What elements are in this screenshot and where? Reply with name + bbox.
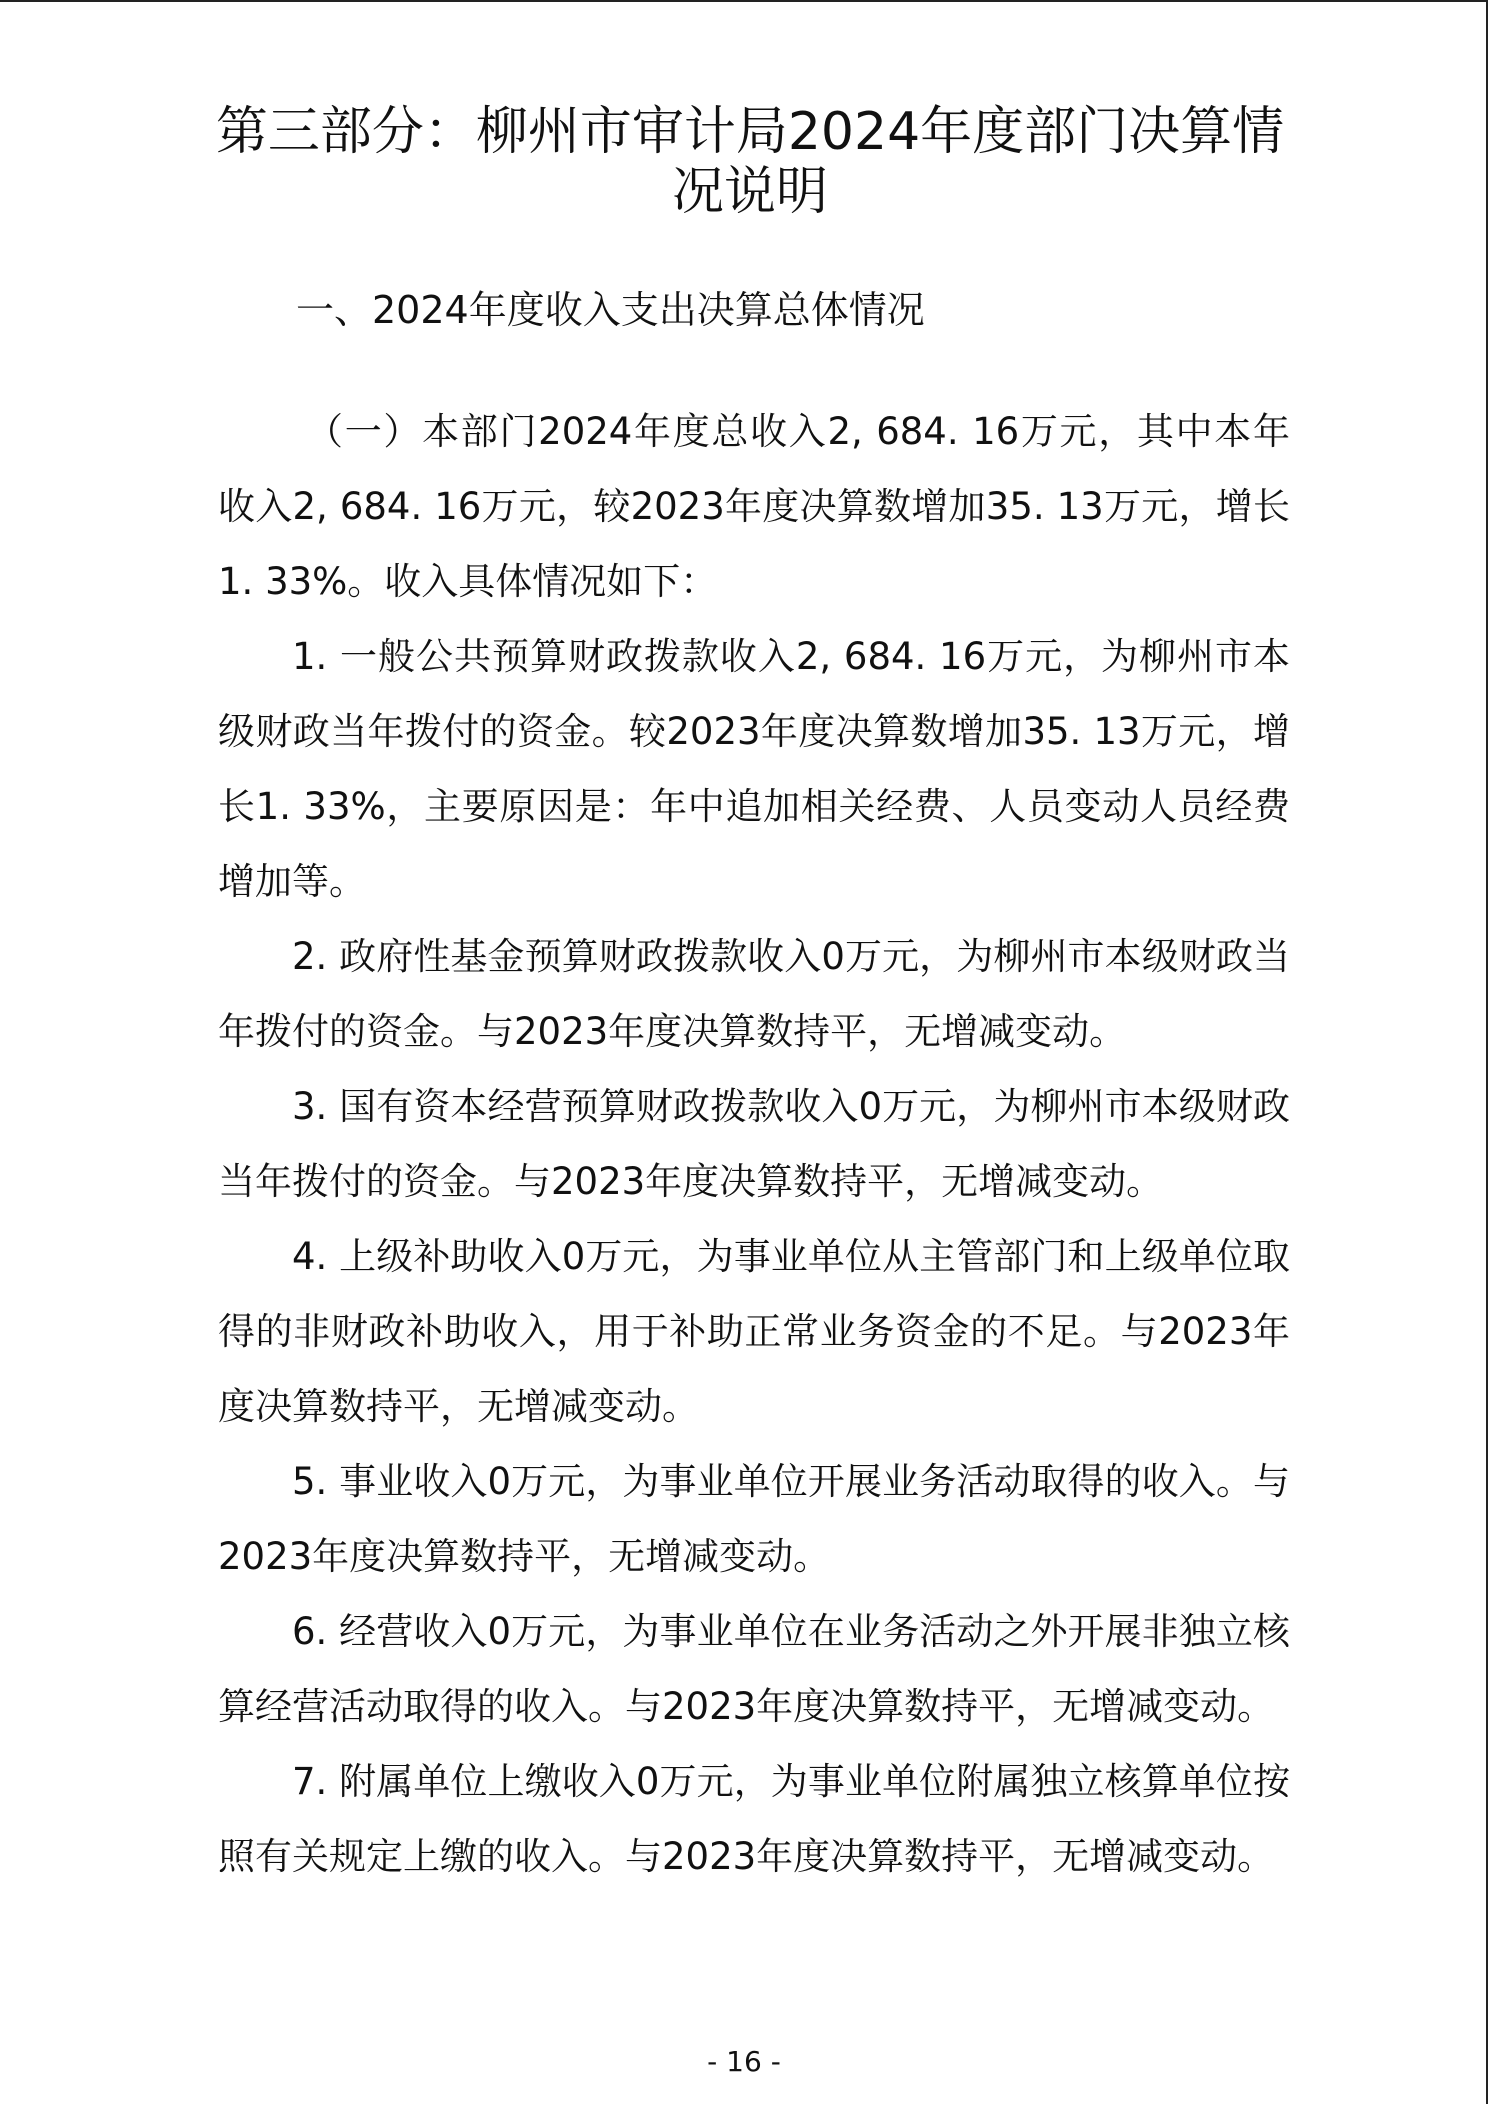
section-heading: 一、2024年度收入支出决算总体情况 [296,288,925,332]
paragraph-operating-income: 6. 经营收入0万元，为事业单位在业务活动之外开展非独立核算经营活动取得的收入。与2023年度决算数持平，无增减变动。 [218,1610,1290,1728]
paragraph-affiliated-income: 7. 附属单位上缴收入0万元，为事业单位附属独立核算单位按照有关规定上缴的收入。与2023年度决算数持平，无增减变动。 [218,1760,1290,1878]
page-title: 第三部分：柳州市审计局2024年度部门决算情况说明 [215,102,1285,222]
body-text [218,394,1290,1894]
paragraph-superior-subsidy: 4. 上级补助收入0万元，为事业单位从主管部门和上级单位取得的非财政补助收入，用于补助正常业务资金的不足。与2023年度决算数持平，无增减变动。 [218,1235,1290,1428]
paragraph-total-income: （一）本部门2024年度总收入2, 684. 16万元，其中本年收入2, 684. 16万元，较2023年度决算数增加35. 13万元，增长1. 33%。收入具体情况如下： [218,410,1290,603]
paragraph-state-capital: 3. 国有资本经营预算财政拨款收入0万元，为柳州市本级财政当年拨付的资金。与2023年度决算数持平，无增减变动。 [218,1085,1290,1203]
paragraph-government-fund: 2. 政府性基金预算财政拨款收入0万元，为柳州市本级财政当年拨付的资金。与2023年度决算数持平，无增减变动。 [218,935,1290,1053]
page-number: - 16 - [707,2045,781,2078]
paragraph-business-income: 5. 事业收入0万元，为事业单位开展业务活动取得的收入。与2023年度决算数持平，无增减变动。 [218,1460,1290,1578]
paragraph-general-budget: 1. 一般公共预算财政拨款收入2, 684. 16万元，为柳州市本级财政当年拨付的资金。较2023年度决算数增加35. 13万元，增长1. 33%，主要原因是：年中追加相关经费、人员变动人员经费增加等。 [218,635,1290,903]
